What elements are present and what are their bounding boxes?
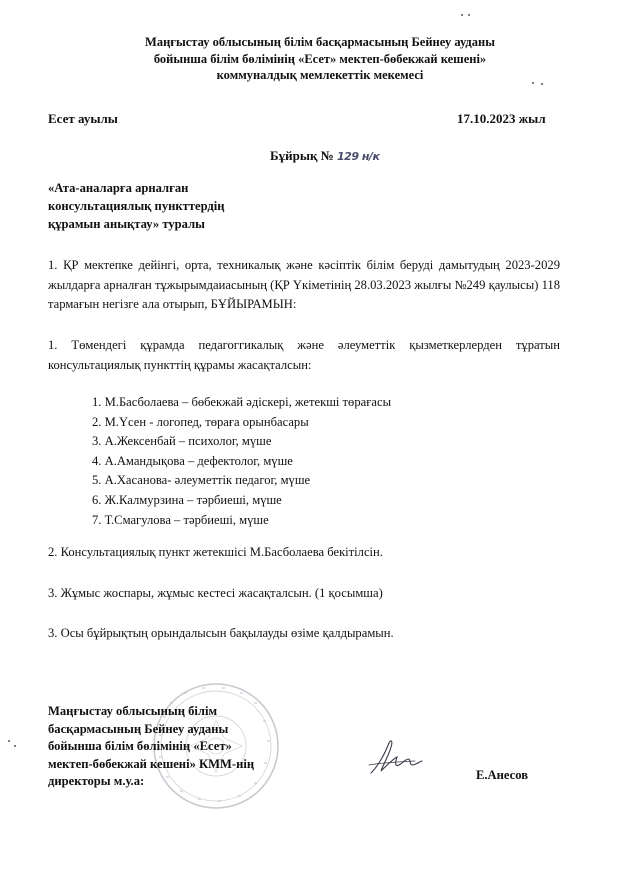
director-name: Е.Анесов	[476, 768, 529, 782]
scan-speck	[461, 14, 463, 16]
subject-line-3: құрамын анықтау» туралы	[48, 217, 205, 231]
basis-paragraph: 1. ҚР мектепке дейінгі, орта, техникалық және кәсіптік білім беруді дамытудың 2023-2029 жылдарға арналған тұжырымдаиасының (ҚР Үкіметінің 28.03.2023 жылғы №249 қаулысы) 118 тармағын негізге ала отырып, БҰЙЫРАМЫН:	[48, 258, 560, 311]
subject-line-1: «Ата-аналарға арналған	[48, 181, 189, 195]
org-header-line-2: бойынша білім бөлімінің «Есет» мектеп-бөбекжай кешені»	[153, 51, 487, 66]
member-list	[92, 393, 391, 530]
item-2-paragraph: 2. Консультациялық пункт жетекшісі М.Басболаева бекітілсін.	[48, 545, 383, 559]
org-header-line-1: Маңғыстау облысының білім басқармасының Бейнеу ауданы	[145, 35, 495, 49]
item-4-paragraph: 3. Осы бұйрықтың орындалысын бақылауды өзіме қалдырамын.	[48, 626, 394, 640]
scan-speck	[14, 745, 16, 747]
item-3-paragraph: 3. Жұмыс жоспары, жұмыс кестесі жасақталсын. (1 қосымша)	[48, 586, 383, 600]
order-title	[270, 148, 379, 164]
subject-line-2: консультациялық пункттердің	[48, 199, 225, 213]
list-item: 1. М.Басболаева – бөбекжай әдіскері, жетекші төрағасы	[92, 395, 392, 409]
scan-speck	[468, 14, 470, 16]
order-number-handwritten: 129 н/к	[337, 150, 380, 163]
scan-speck	[532, 82, 534, 84]
signatory-line-5: директоры м.у.а:	[48, 774, 145, 788]
list-item: 6. Ж.Калмурзина – тәрбиеші, мүше	[92, 492, 282, 507]
scan-speck	[8, 740, 10, 742]
handwritten-signature	[365, 735, 425, 781]
signatory-line-4: мектеп-бөбекжай кешені» КММ-нің	[48, 756, 255, 771]
order-date: 17.10.2023 жыл	[457, 111, 546, 126]
signatory-line-2: басқармасының Бейнеу ауданы	[48, 721, 229, 736]
order-subject	[48, 179, 225, 233]
list-item: 2. М.Үсен - логопед, төраға орынбасары	[92, 414, 309, 429]
item-1-paragraph: 1. Төмендегі құрамда педагоггикалық және әлеуметтік қызметкерлерден тұратын консультациялық пункттің құрамы жасақталсын:	[48, 338, 560, 372]
list-item: 3. А.Жексенбай – психолог, мүше	[92, 434, 272, 449]
org-header	[60, 34, 580, 84]
list-item: 4. А.Амандықова – дефектолог, мүше	[92, 453, 293, 468]
signatory-line-1: Маңғыстау облысының білім	[48, 704, 218, 718]
signatory-block	[48, 703, 254, 791]
list-item: 7. Т.Смагулова – тәрбиеші, мүше	[92, 512, 269, 527]
list-item: 5. А.Хасанова- әлеуметтік педагог, мүше	[92, 473, 311, 488]
order-title-prefix: Бұйрық №	[270, 148, 334, 163]
place: Есет ауылы	[48, 111, 118, 126]
org-header-line-3: коммуналдық мемлекеттік мекемесі	[216, 68, 424, 82]
scan-speck	[541, 83, 543, 85]
signatory-line-3: бойынша білім бөлімінің «Есет»	[48, 739, 232, 753]
